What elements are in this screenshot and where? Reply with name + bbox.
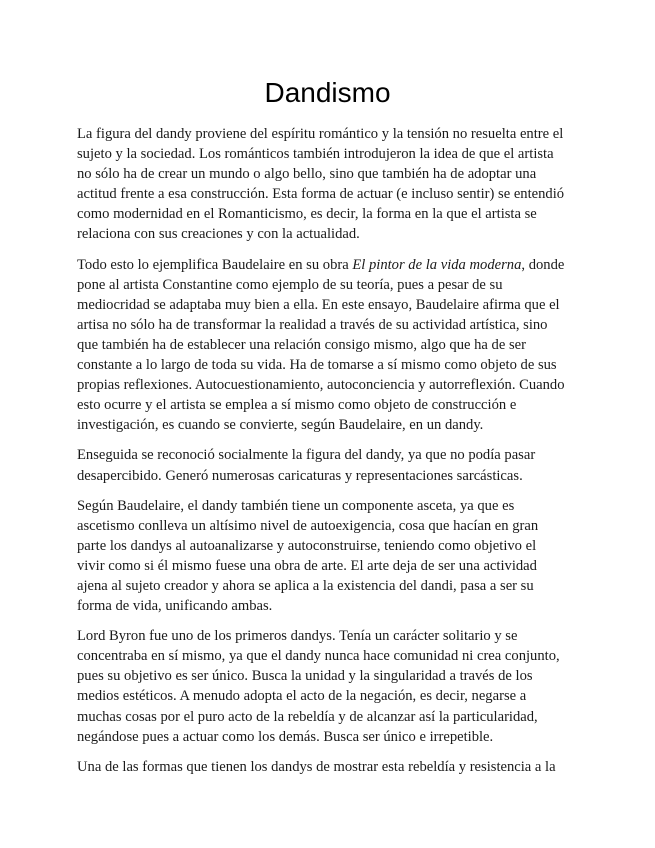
text-line: como modernidad en el Romanticismo, es decir, la forma en la que el artista se: [77, 206, 537, 223]
text-line: actitud frente a esa construcción. Esta forma de actuar (e incluso sentir) se entendió: [77, 186, 565, 203]
text-line: La figura del dandy proviene del espíritu romántico y la tensión no resuelta entre el: [77, 126, 564, 142]
paragraph-1: [77, 124, 582, 245]
text-line: mediocridad se adaptaba muy bien a ella. En este ensayo, Baudelaire afirma que el: [77, 296, 560, 313]
page-title: Dandismo: [264, 77, 391, 108]
paragraph-5: [77, 626, 582, 747]
text-line: parte los dandys al autoanalizarse y autoconstruirse, teniendo como objetivo el: [77, 537, 537, 554]
text-line: [77, 255, 582, 275]
text-line: que también ha de establecer una relación consigo mismo, algo que ha de ser: [77, 336, 527, 353]
text-line: forma de vida, unificando ambas.: [77, 598, 273, 615]
text-line: Una de las formas que tienen los dandys de mostrar esta rebeldía y resistencia a la: [77, 758, 556, 775]
text-line: Según Baudelaire, el dandy también tiene un componente asceta, ya que es: [77, 497, 515, 514]
text-line: investigación, es cuando se convierte, según Baudelaire, en un dandy.: [77, 417, 484, 434]
book-title-italic: El pintor de la vida moderna: [352, 256, 522, 273]
text-line: artisa no sólo ha de transformar la realidad a través de su actividad artística, sino: [77, 316, 548, 333]
paragraph-3: [77, 445, 582, 485]
text-line: esto ocurre y el artista se emplea a sí mismo como objeto de construcción e: [77, 397, 517, 414]
paragraph-6: [77, 757, 582, 777]
text-line: vivir como si él mismo fuese una obra de arte. El arte deja de ser una actividad: [77, 557, 537, 574]
text-line: sujeto y la sociedad. Los románticos también introdujeron la idea de que el artista: [77, 146, 554, 163]
text-line: relaciona con sus creaciones y con la actualidad.: [77, 226, 360, 243]
text-line: pone al artista Constantine como ejemplo de su teoría, pues a pesar de su: [77, 276, 503, 293]
text-line: constante a lo largo de toda su vida. Ha de tomarse a sí mismo como objeto de sus: [77, 357, 557, 374]
text-line: muchas cosas por el puro acto de la rebeldía y de alcanzar así la particularidad,: [77, 708, 538, 725]
text-line: medios estéticos. A menudo adopta el acto de la negación, es decir, negarse a: [77, 688, 527, 705]
text-line: negándose pues a actuar como los demás. Busca ser único e irrepetible.: [77, 728, 494, 745]
text-line: propias reflexiones. Autocuestionamiento, autoconciencia y autorreflexión. Cuando: [77, 377, 565, 394]
text-line: no sólo ha de crear un mundo o algo bello, sino que también ha de adoptar una: [77, 166, 537, 183]
text-line: concentraba en sí mismo, ya que el dandy nunca hace comunidad ni crea conjunto,: [77, 648, 560, 665]
text-line: desapercibido. Generó numerosas caricaturas y representaciones sarcásticas.: [77, 467, 523, 484]
paragraph-2: [77, 255, 582, 436]
text-line: ajena al sujeto creador y ahora se aplica a la existencia del dandi, pasa a ser su: [77, 577, 534, 594]
text-line: ascetismo conlleva un altísimo nivel de autoexigencia, cosa que hacían en gran: [77, 517, 539, 534]
text-line: Enseguida se reconoció socialmente la figura del dandy, ya que no podía pasar: [77, 447, 536, 464]
paragraph-4: [77, 496, 582, 617]
text-segment: Todo esto lo ejemplifica Baudelaire en su obra: [77, 256, 353, 273]
text-segment: , donde: [521, 256, 565, 273]
document-body: [77, 124, 582, 787]
text-line: pues su objetivo es ser único. Busca la unidad y la singularidad a través de los: [77, 668, 533, 685]
text-line: Lord Byron fue uno de los primeros dandys. Tenía un carácter solitario y se: [77, 628, 518, 645]
